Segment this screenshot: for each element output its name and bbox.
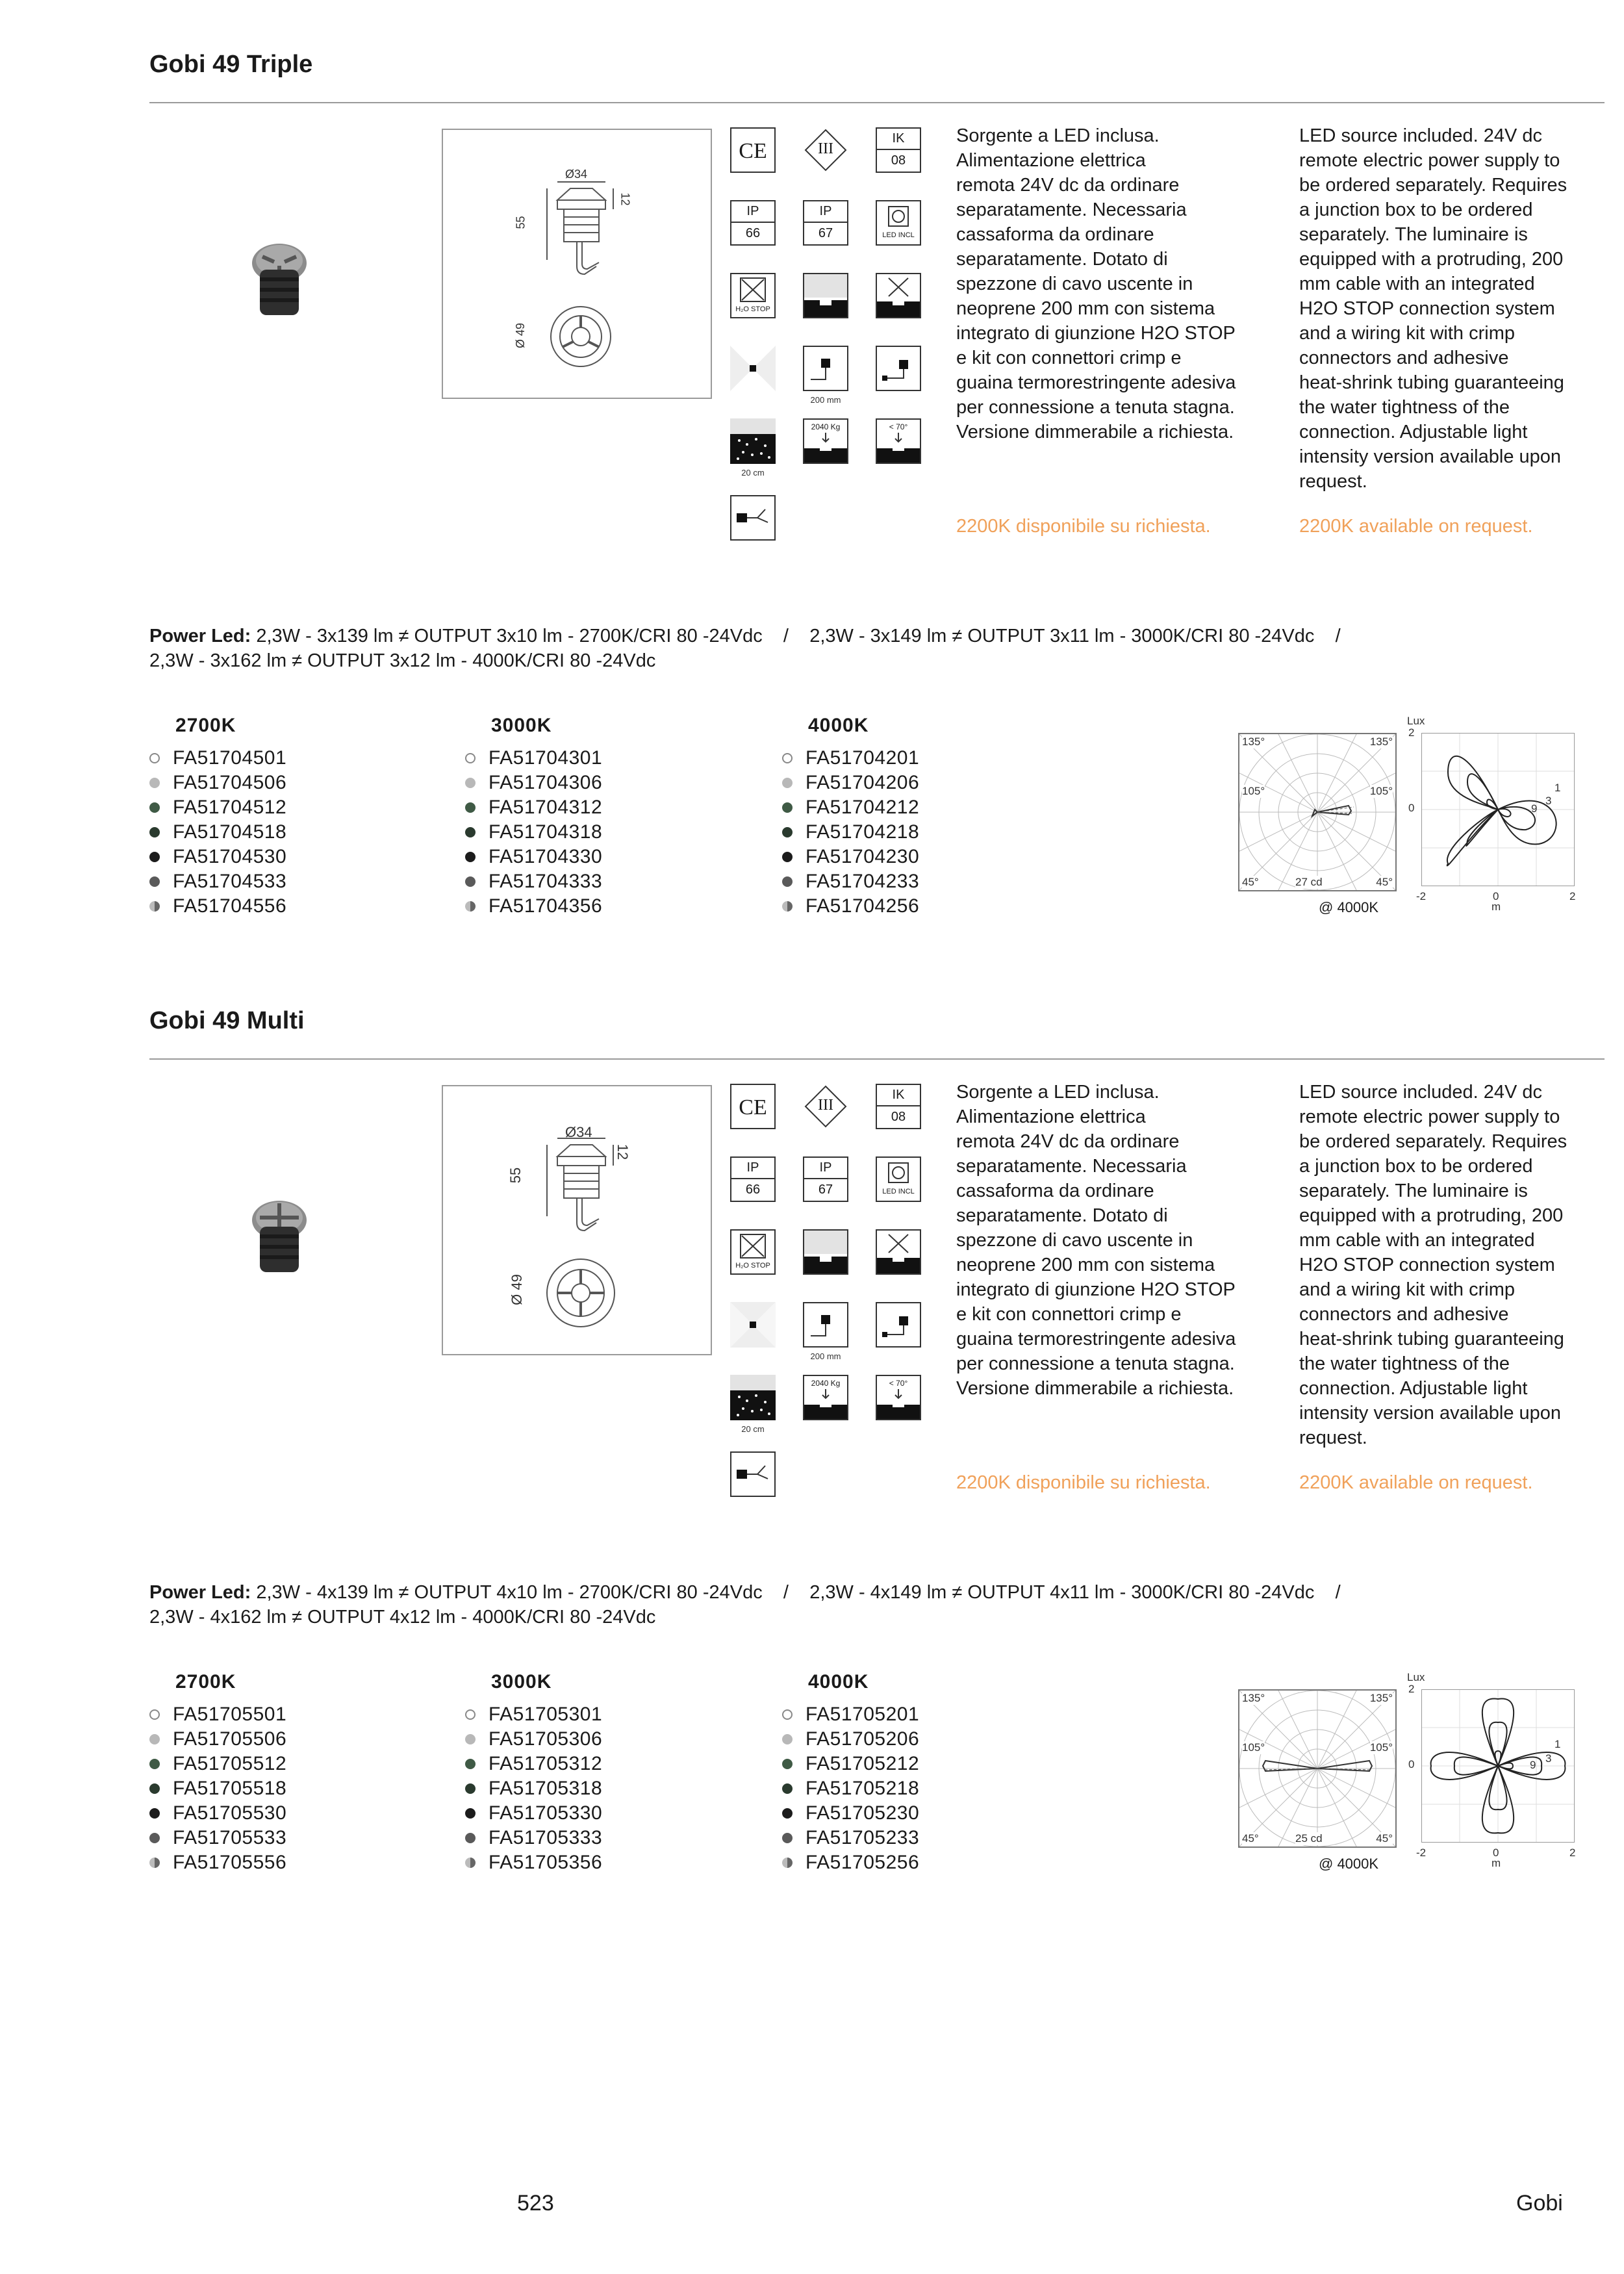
temperature-icon: < 70° <box>876 418 921 464</box>
ip67-icon: IP 67 <box>803 1156 848 1202</box>
section-title: Gobi 49 Multi <box>149 1007 305 1034</box>
lux-axis-label: 2 <box>1569 1846 1576 1859</box>
code-item[interactable]: FA51705206 <box>782 1727 919 1752</box>
polar-cd-label: 27 cd <box>1295 876 1323 888</box>
codes-4000k <box>782 1671 919 1875</box>
polar-label: 45° <box>1376 1832 1393 1845</box>
h2o-stop-icon: H₂O STOP <box>730 1229 776 1275</box>
code-item[interactable]: FA51705256 <box>782 1850 919 1875</box>
description-english: LED source included. 24V dc remote electric power supply to be ordered separately. Requires a junction box to be ordered separately. The luminaire is equipped with a protruding, 200 mm cable with an integrated H2O STOP connection system and a wiring kit with crimp connectors and adhesive heat-shrink tubing guaranteeing the water tightness of the connection. Adjustable light intensity version available upon request. <box>1299 1082 1567 1448</box>
code-item[interactable]: FA51705201 <box>782 1702 919 1727</box>
junction-connector-icon <box>730 1451 776 1497</box>
light-emission-icon <box>730 346 776 391</box>
codes-3000k <box>465 715 602 919</box>
diameter-bottom-label: Ø 49 <box>514 322 527 349</box>
code-item[interactable]: FA51705212 <box>782 1752 919 1776</box>
polar-label: 135° <box>1242 735 1265 748</box>
polar-diagram <box>1238 1689 1397 1848</box>
lux-level-label: 3 <box>1545 795 1552 807</box>
lux-axis-label: 0 <box>1493 1846 1499 1859</box>
cable-length-label: 200 mm <box>810 1351 841 1361</box>
lux-axis-unit: m <box>1491 1857 1501 1869</box>
class-iii-icon: III <box>803 127 848 173</box>
lux-axis-label: -2 <box>1416 890 1427 902</box>
column-head: 3000K <box>491 1671 552 1693</box>
cable-length-icon <box>803 346 848 391</box>
ce-mark-icon: CE <box>730 1084 776 1129</box>
certification-icons <box>730 127 945 550</box>
light-emission-icon <box>730 1302 776 1348</box>
no-cover-icon <box>876 273 921 318</box>
power-led-specs <box>149 624 1605 673</box>
lux-level-label: 9 <box>1531 802 1538 815</box>
code-item[interactable]: FA51704533 <box>149 869 286 894</box>
certification-icons <box>730 1084 945 1506</box>
lux-axis-label: 0 <box>1493 890 1499 902</box>
power-line-2: 2,3W - 4x162 lm ≠ OUTPUT 4x12 lm - 4000K/CRI 80 -24Vdc <box>149 1607 656 1628</box>
polar-caption: @ 4000K <box>1319 899 1379 915</box>
column-head: 3000K <box>491 715 552 736</box>
code-item[interactable]: FA51705306 <box>465 1727 602 1752</box>
note-italian: 2200K disponibile su richiesta. <box>956 516 1211 537</box>
code-item[interactable]: FA51704506 <box>149 771 286 795</box>
code-item[interactable]: FA51705501 <box>149 1702 286 1727</box>
polar-label: 105° <box>1242 785 1265 797</box>
code-item[interactable]: FA51704356 <box>465 894 602 919</box>
polar-diagram <box>1238 733 1397 891</box>
polar-cd-label: 25 cd <box>1295 1832 1323 1845</box>
code-item[interactable]: FA51705512 <box>149 1752 286 1776</box>
code-item[interactable]: FA51704330 <box>465 845 602 869</box>
note-english: 2200K available on request. <box>1299 516 1533 537</box>
recessed-ground-icon <box>803 1229 848 1275</box>
code-item[interactable]: FA51704306 <box>465 771 602 795</box>
page-number: 523 <box>517 2191 554 2216</box>
code-item[interactable]: FA51704518 <box>149 820 286 845</box>
codes-2700k <box>149 1671 286 1875</box>
code-item[interactable]: FA51705356 <box>465 1850 602 1875</box>
code-item[interactable]: FA51704206 <box>782 771 919 795</box>
code-item[interactable]: FA51704556 <box>149 894 286 919</box>
code-item[interactable]: FA51705230 <box>782 1801 919 1826</box>
code-item[interactable]: FA51705301 <box>465 1702 602 1727</box>
polar-label: 105° <box>1242 1741 1265 1754</box>
product-photo <box>240 237 318 322</box>
polar-label: 45° <box>1242 1832 1259 1845</box>
code-item[interactable]: FA51705333 <box>465 1826 602 1850</box>
power-led-specs <box>149 1580 1605 1629</box>
cable-length-icon <box>803 1302 848 1348</box>
column-head: 2700K <box>175 715 236 736</box>
column-head: 4000K <box>808 715 869 736</box>
product-photo <box>240 1194 318 1279</box>
code-item[interactable]: FA51704233 <box>782 869 919 894</box>
led-included-icon: LED INCL <box>876 1156 921 1202</box>
description-italian: Sorgente a LED inclusa. Alimentazione elettrica remota 24V dc da ordinare separatamente. Necessaria cassaforma da ordinare separatamente. Dotato di spezzone di cavo uscente in neoprene 200 mm con sistema integrato di giunzione H2O STOP e kit con connettori crimp e guaina termorestringente adesiva per connessione a tenuta stagna. Versione dimmerabile a richiesta. <box>956 125 1236 442</box>
description-italian: Sorgente a LED inclusa. Alimentazione elettrica remota 24V dc da ordinare separatamente. Necessaria cassaforma da ordinare separatamente. Dotato di spezzone di cavo uscente in neoprene 200 mm con sistema integrato di giunzione H2O STOP e kit con connettori crimp e guaina termorestringente adesiva per connessione a tenuta stagna. Versione dimmerabile a richiesta. <box>956 1082 1236 1399</box>
code-item[interactable]: FA51705533 <box>149 1826 286 1850</box>
code-item[interactable]: FA51704230 <box>782 845 919 869</box>
recessed-ground-icon <box>803 273 848 318</box>
ce-mark-icon: CE <box>730 127 776 173</box>
diameter-bottom-label: Ø 49 <box>508 1274 525 1305</box>
note-italian: 2200K disponibile su richiesta. <box>956 1472 1211 1493</box>
lux-level-label: 1 <box>1554 782 1561 794</box>
lux-diagram <box>1421 733 1575 886</box>
code-item[interactable]: FA51704512 <box>149 795 286 820</box>
power-line-1: 2,3W - 3x139 lm ≠ OUTPUT 3x10 lm - 2700K/CRI 80 -24Vdc / 2,3W - 3x149 lm ≠ OUTPUT 3x11 lm - 3000K/CRI 80 -24Vdc / <box>251 626 1341 646</box>
lux-level-label: 1 <box>1554 1738 1561 1750</box>
load-rating-icon: 2040 Kg <box>803 1375 848 1420</box>
description-english: LED source included. 24V dc remote electric power supply to be ordered separately. Requires a junction box to be ordered separately. The luminaire is equipped with a protruding, 200 mm cable with an integrated H2O STOP connection system and a wiring kit with crimp connectors and adhesive heat-shrink tubing guaranteeing the water tightness of the connection. Adjustable light intensity version available upon request. <box>1299 125 1567 492</box>
lux-axis-label: -2 <box>1416 1846 1427 1859</box>
drainage-icon <box>730 1375 776 1420</box>
h2o-stop-icon: H₂O STOP <box>730 273 776 318</box>
ik-rating-icon: IK 08 <box>876 1084 921 1129</box>
diameter-top-label: Ø34 <box>565 168 588 181</box>
polar-label: 105° <box>1369 785 1393 797</box>
ip66-icon: IP 66 <box>730 1156 776 1202</box>
technical-drawing <box>442 129 712 399</box>
code-item[interactable]: FA51705556 <box>149 1850 286 1875</box>
code-item[interactable]: FA51704312 <box>465 795 602 820</box>
lux-unit-label: Lux <box>1407 1671 1425 1683</box>
height-small-label: 12 <box>618 192 632 206</box>
height-label: 55 <box>514 216 527 229</box>
column-head: 4000K <box>808 1671 869 1693</box>
cable-length-label: 200 mm <box>810 395 841 405</box>
section-title: Gobi 49 Triple <box>149 51 313 78</box>
polar-label: 105° <box>1369 1741 1393 1754</box>
polar-label: 135° <box>1369 1692 1393 1704</box>
family-name: Gobi <box>1516 2191 1563 2216</box>
code-item[interactable]: FA51704212 <box>782 795 919 820</box>
code-item[interactable]: FA51705518 <box>149 1776 286 1801</box>
code-item[interactable]: FA51704256 <box>782 894 919 919</box>
lux-axis-label: 2 <box>1569 890 1576 902</box>
code-item[interactable]: FA51704201 <box>782 746 919 771</box>
lux-axis-label: 2 <box>1408 1683 1415 1695</box>
polar-label: 45° <box>1376 876 1393 888</box>
code-item[interactable]: FA51705318 <box>465 1776 602 1801</box>
lux-axis-label: 0 <box>1408 802 1415 814</box>
code-item[interactable]: FA51705312 <box>465 1752 602 1776</box>
polar-label: 135° <box>1242 1692 1265 1704</box>
ip66-icon: IP 66 <box>730 200 776 246</box>
temperature-icon: < 70° <box>876 1375 921 1420</box>
code-item[interactable]: FA51704333 <box>465 869 602 894</box>
polar-caption: @ 4000K <box>1319 1856 1379 1872</box>
divider <box>149 1058 1605 1060</box>
polar-label: 45° <box>1242 876 1259 888</box>
lux-axis-label: 0 <box>1408 1758 1415 1770</box>
technical-drawing <box>442 1085 712 1355</box>
class-iii-icon: III <box>803 1084 848 1129</box>
lux-axis-label: 2 <box>1408 726 1415 739</box>
code-item[interactable]: FA51705233 <box>782 1826 919 1850</box>
codes-4000k <box>782 715 919 919</box>
polar-label: 135° <box>1369 735 1393 748</box>
divider <box>149 102 1605 103</box>
code-item[interactable]: FA51705330 <box>465 1801 602 1826</box>
lux-unit-label: Lux <box>1407 715 1425 727</box>
code-item[interactable]: FA51704530 <box>149 845 286 869</box>
diameter-top-label: Ø34 <box>565 1124 592 1140</box>
junction-connector-icon <box>730 495 776 541</box>
code-item[interactable]: FA51705530 <box>149 1801 286 1826</box>
ip67-icon: IP 67 <box>803 200 848 246</box>
codes-3000k <box>465 1671 602 1875</box>
code-item[interactable]: FA51704301 <box>465 746 602 771</box>
wiring-icon <box>876 1302 921 1348</box>
height-small-label: 12 <box>615 1143 631 1160</box>
depth-label: 20 cm <box>741 1424 765 1434</box>
power-line-1: 2,3W - 4x139 lm ≠ OUTPUT 4x10 lm - 2700K/CRI 80 -24Vdc / 2,3W - 4x149 lm ≠ OUTPUT 4x11 lm - 3000K/CRI 80 -24Vdc / <box>251 1582 1341 1603</box>
led-included-icon: LED INCL <box>876 200 921 246</box>
code-item[interactable]: FA51704318 <box>465 820 602 845</box>
lux-level-label: 9 <box>1530 1759 1536 1771</box>
wiring-icon <box>876 346 921 391</box>
code-item[interactable]: FA51705218 <box>782 1776 919 1801</box>
drainage-icon <box>730 418 776 464</box>
no-cover-icon <box>876 1229 921 1275</box>
load-rating-icon: 2040 Kg <box>803 418 848 464</box>
lux-level-label: 3 <box>1545 1752 1552 1765</box>
codes-2700k <box>149 715 286 919</box>
code-item[interactable]: FA51704501 <box>149 746 286 771</box>
code-item[interactable]: FA51704218 <box>782 820 919 845</box>
ik-rating-icon: IK 08 <box>876 127 921 173</box>
power-led-label: Power Led: <box>149 626 251 646</box>
power-led-label: Power Led: <box>149 1582 251 1603</box>
lux-axis-unit: m <box>1491 901 1501 913</box>
note-english: 2200K available on request. <box>1299 1472 1533 1493</box>
height-label: 55 <box>507 1167 524 1184</box>
lux-diagram <box>1421 1689 1575 1843</box>
power-line-2: 2,3W - 3x162 lm ≠ OUTPUT 3x12 lm - 4000K/CRI 80 -24Vdc <box>149 650 656 671</box>
depth-label: 20 cm <box>741 468 765 478</box>
column-head: 2700K <box>175 1671 236 1693</box>
code-item[interactable]: FA51705506 <box>149 1727 286 1752</box>
